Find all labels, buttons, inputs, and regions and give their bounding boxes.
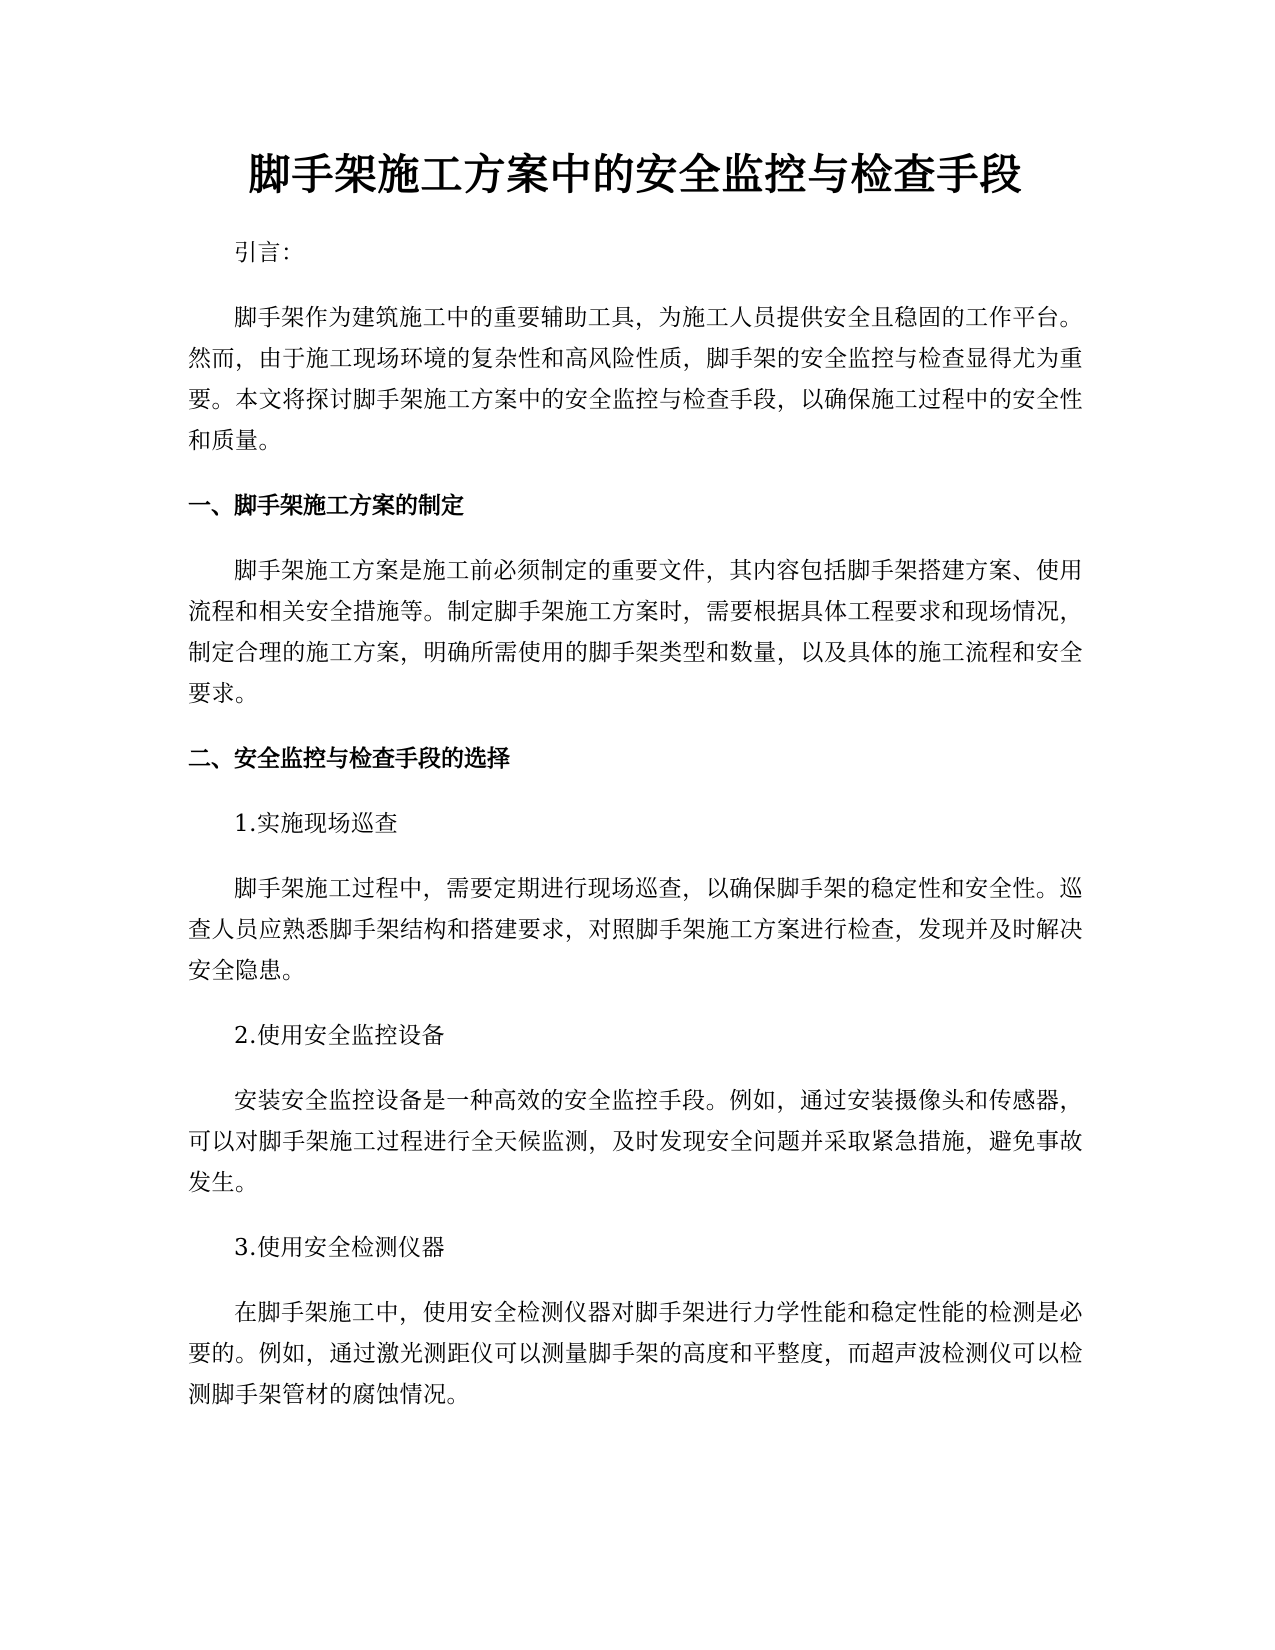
section-1-heading: 一、脚手架施工方案的制定 [188,493,464,519]
section-1-paragraph: 脚手架施工方案是施工前必须制定的重要文件，其内容包括脚手架搭建方案、使用流程和相关安全措施等。制定脚手架施工方案时，需要根据具体工程要求和现场情况，制定合理的施工方案，明确所需使用的脚手架类型和数量，以及具体的施工流程和安全要求。 [188,558,1083,707]
item-3-paragraph: 在脚手架施工中，使用安全检测仪器对脚手架进行力学性能和稳定性能的检测是必要的。例如，通过激光测距仪可以测量脚手架的高度和平整度，而超声波检测仪可以检测脚手架管材的腐蚀情况。 [188,1300,1083,1408]
intro-label: 引言： [234,240,305,266]
document-body [188,145,1083,1440]
section-2-heading: 二、安全监控与检查手段的选择 [188,746,510,772]
item-1-label: 1.实施现场巡查 [234,811,398,837]
item-2-paragraph: 安装安全监控设备是一种高效的安全监控手段。例如，通过安装摄像头和传感器，可以对脚手架施工过程进行全天候监测，及时发现安全问题并采取紧急措施，避免事故发生。 [188,1088,1083,1196]
intro-paragraph: 脚手架作为建筑施工中的重要辅助工具，为施工人员提供安全且稳固的工作平台。然而，由于施工现场环境的复杂性和高风险性质，脚手架的安全监控与检查显得尤为重要。本文将探讨脚手架施工方案中的安全监控与检查手段，以确保施工过程中的安全性和质量。 [188,305,1083,454]
document-title: 脚手架施工方案中的安全监控与检查手段 [248,150,1023,199]
item-2-label: 2.使用安全监控设备 [234,1023,445,1049]
item-1-paragraph: 脚手架施工过程中，需要定期进行现场巡查，以确保脚手架的稳定性和安全性。巡查人员应熟悉脚手架结构和搭建要求，对照脚手架施工方案进行检查，发现并及时解决安全隐患。 [188,876,1083,984]
item-3-label: 3.使用安全检测仪器 [234,1235,445,1261]
